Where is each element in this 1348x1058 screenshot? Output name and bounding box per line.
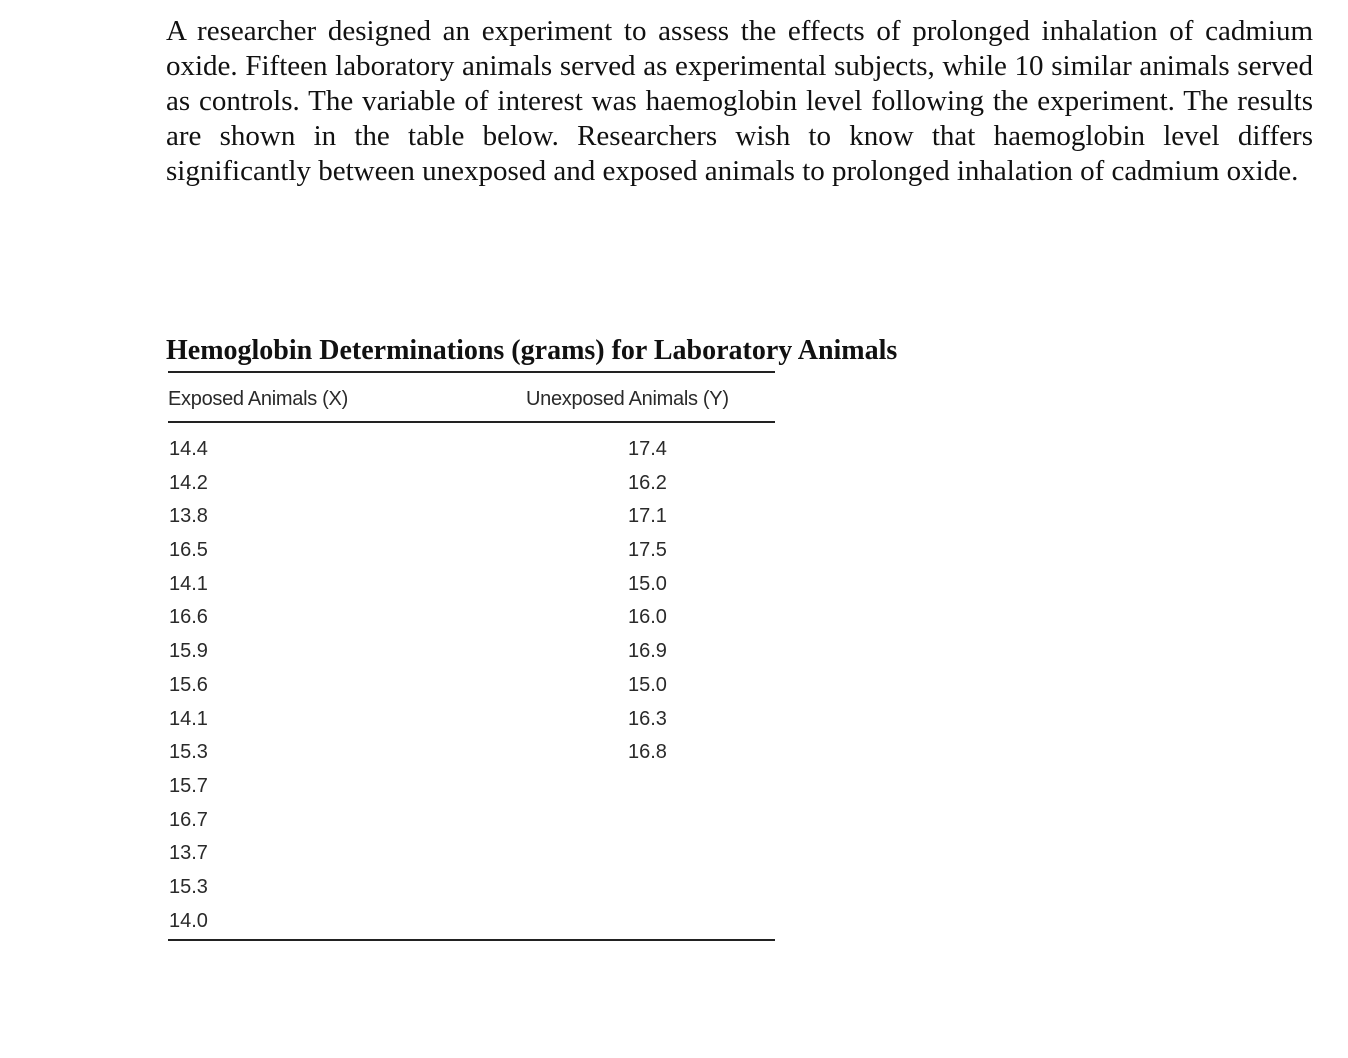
table-bottom-rule	[168, 939, 775, 941]
unexposed-value-cell: 17.5	[628, 539, 667, 562]
exposed-value-cell: 16.7	[169, 808, 208, 831]
exposed-value-cell: 15.3	[169, 741, 208, 764]
unexposed-value-cell: 16.3	[628, 707, 667, 730]
unexposed-values-column	[628, 436, 667, 773]
table-header-rule	[168, 421, 775, 423]
column-header-unexposed: Unexposed Animals (Y)	[526, 388, 729, 410]
unexposed-value-cell: 15.0	[628, 673, 667, 696]
table-top-rule	[168, 371, 775, 373]
exposed-value-cell: 14.4	[169, 438, 208, 460]
exposed-value-cell: 13.8	[169, 505, 208, 528]
column-header-exposed: Exposed Animals (X)	[168, 388, 348, 410]
unexposed-value-cell: 16.9	[628, 640, 667, 663]
exposed-value-cell: 15.7	[169, 774, 208, 797]
unexposed-value-cell: 16.8	[628, 741, 667, 764]
unexposed-value-cell: 17.1	[628, 505, 667, 528]
exposed-value-cell: 14.1	[169, 707, 208, 730]
exposed-value-cell: 14.1	[169, 572, 208, 595]
table-title: Hemoglobin Determinations (grams) for Laboratory Animals	[166, 335, 898, 366]
problem-paragraph: A researcher designed an experiment to assess the effects of prolonged inhalation of cadmium oxide. Fifteen laboratory animals served as experimental subjects, while 10 similar animals served as controls. The variable of interest was haemoglobin level following the experiment. The results are shown in the table below. Researchers wish to know that haemoglobin level differs significantly between unexposed and exposed animals to prolonged inhalation of cadmium oxide.	[166, 15, 1313, 187]
unexposed-value-cell: 16.2	[628, 471, 667, 494]
unexposed-value-cell: 15.0	[628, 572, 667, 595]
exposed-values-column	[169, 436, 208, 941]
unexposed-value-cell: 17.4	[628, 438, 667, 460]
exposed-value-cell: 16.5	[169, 539, 208, 562]
exposed-value-cell: 14.0	[169, 909, 208, 932]
exposed-value-cell: 16.6	[169, 606, 208, 629]
unexposed-value-cell: 16.0	[628, 606, 667, 629]
exposed-value-cell: 13.7	[169, 842, 208, 865]
exposed-value-cell: 15.6	[169, 673, 208, 696]
exposed-value-cell: 15.9	[169, 640, 208, 663]
exposed-value-cell: 14.2	[169, 471, 208, 494]
exposed-value-cell: 15.3	[169, 875, 208, 898]
